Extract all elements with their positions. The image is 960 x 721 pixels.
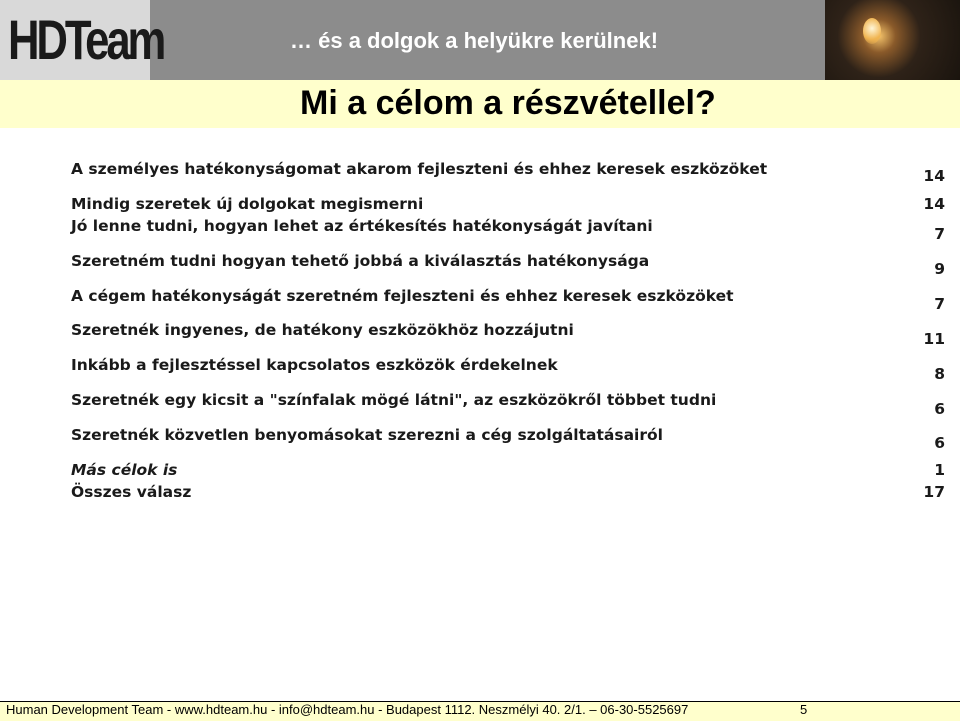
logo xyxy=(0,0,164,80)
row-count: 6 xyxy=(934,400,945,418)
row-label: Szeretnék közvetlen benyomásokat szerezni a cég szolgáltatásairól xyxy=(71,426,663,444)
row-label: Inkább a fejlesztéssel kapcsolatos eszközök érdekelnek xyxy=(71,356,558,374)
row-count: 14 xyxy=(923,167,945,185)
row-count: 11 xyxy=(923,330,945,348)
row-count: 14 xyxy=(923,195,945,213)
row-label: A személyes hatékonyságomat akarom fejleszteni és ehhez keresek eszközöket xyxy=(71,160,768,178)
row-count: 8 xyxy=(934,365,945,383)
row-count: 7 xyxy=(934,295,945,313)
row-count: 9 xyxy=(934,260,945,278)
total-label: Összes válasz xyxy=(71,483,192,501)
footer-contact: Human Development Team - www.hdteam.hu - info@hdteam.hu - Budapest 1112. Neszmélyi 40. 2/1. – 06-30-5525697 xyxy=(6,702,689,717)
row-count: 1 xyxy=(934,461,945,479)
page-number: 5 xyxy=(800,702,808,717)
row-count: 7 xyxy=(934,225,945,243)
row-count: 6 xyxy=(934,434,945,452)
page-title: Mi a célom a részvétellel? xyxy=(300,84,716,122)
row-label: A cégem hatékonyságát szeretném fejleszteni és ehhez keresek eszközöket xyxy=(71,287,734,305)
row-label: Jó lenne tudni, hogyan lehet az értékesítés hatékonyságát javítani xyxy=(71,217,653,235)
tagline: … és a dolgok a helyükre kerülnek! xyxy=(290,28,659,53)
row-label: Mindig szeretek új dolgokat megismerni xyxy=(71,195,424,213)
row-label: Szeretném tudni hogyan tehető jobbá a kiválasztás hatékonysága xyxy=(71,252,650,270)
row-label: Más célok is xyxy=(71,461,178,479)
bulb-glow xyxy=(863,18,881,44)
logo-text: HDTeam xyxy=(8,8,164,71)
row-label: Szeretnék egy kicsit a "színfalak mögé látni", az eszközökről többet tudni xyxy=(71,391,717,409)
row-label: Szeretnék ingyenes, de hatékony eszközökhöz hozzájutni xyxy=(71,321,574,339)
lightbulb-photo-icon xyxy=(825,0,960,80)
total-count: 17 xyxy=(923,483,945,501)
